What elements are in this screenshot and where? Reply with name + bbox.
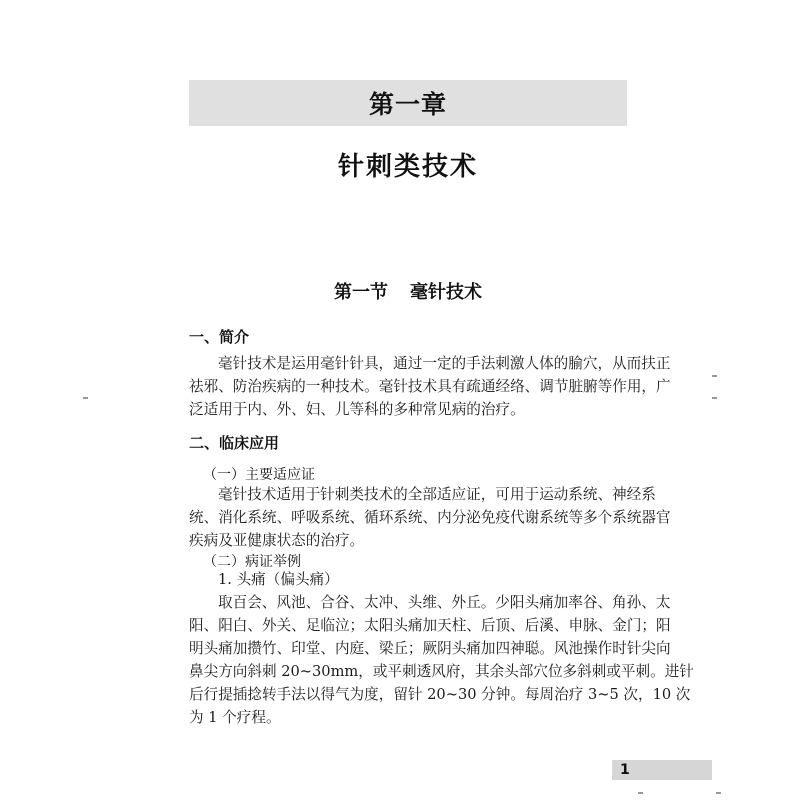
registration-mark	[638, 792, 643, 794]
intro-heading: 一、简介	[189, 328, 250, 346]
registration-mark	[712, 397, 717, 399]
example-line: 后行提插捻转手法以得气为度，留针 20~30 分钟。每周治疗 3~5 次，10 次	[189, 686, 691, 703]
registration-mark	[83, 397, 88, 399]
registration-mark	[712, 375, 717, 377]
intro-line: 祛邪、防治疾病的一种技术。毫针技术具有疏通经络、调节脏腑等作用，广	[189, 378, 671, 395]
intro-line: 毫针技术是运用毫针针具，通过一定的手法刺激人体的腧穴，从而扶正	[218, 355, 671, 372]
indications-line: 毫针技术适用于针刺类技术的全部适应证，可用于运动系统、神经系	[218, 486, 656, 503]
example-line: 取百会、风池、合谷、太冲、头维、外丘。少阳头痛加率谷、角孙、太	[218, 594, 671, 611]
chapter-title: 第一章	[368, 90, 447, 119]
section-name: 毫针技术	[410, 282, 482, 303]
section-number: 第一节	[334, 282, 388, 303]
example-line: 鼻尖方向斜刺 20~30mm，或平刺透风府，其余头部穴位多斜刺或平刺。进针	[189, 663, 694, 680]
intro-line: 泛适用于内、外、妇、儿等科的多种常见病的治疗。	[189, 401, 525, 418]
chapter-title-band	[189, 80, 627, 126]
indications-line: 统、消化系统、呼吸系统、循环系统、内分泌免疫代谢系统等多个系统器官	[189, 509, 671, 526]
example-item-title: 1. 头痛（偏头痛）	[218, 571, 339, 588]
page-number: 1	[620, 762, 630, 778]
chapter-subtitle: 针刺类技术	[337, 152, 478, 182]
clinical-heading: 二、临床应用	[189, 434, 280, 452]
example-line: 明头痛加攒竹、印堂、内庭、梁丘；厥阴头痛加四神聪。风池操作时针尖向	[189, 640, 671, 657]
example-line: 为 1 个疗程。	[189, 709, 281, 726]
indications-line: 疾病及亚健康状态的治疗。	[189, 532, 365, 549]
registration-mark	[716, 792, 721, 794]
indications-heading: （一）主要适应证	[203, 467, 315, 483]
example-line: 阳、阳白、外关、足临泣；太阳头痛加天柱、后顶、后溪、申脉、金门；阳	[189, 617, 671, 634]
examples-heading: （二）病证举例	[203, 554, 301, 570]
section-title	[189, 278, 627, 304]
